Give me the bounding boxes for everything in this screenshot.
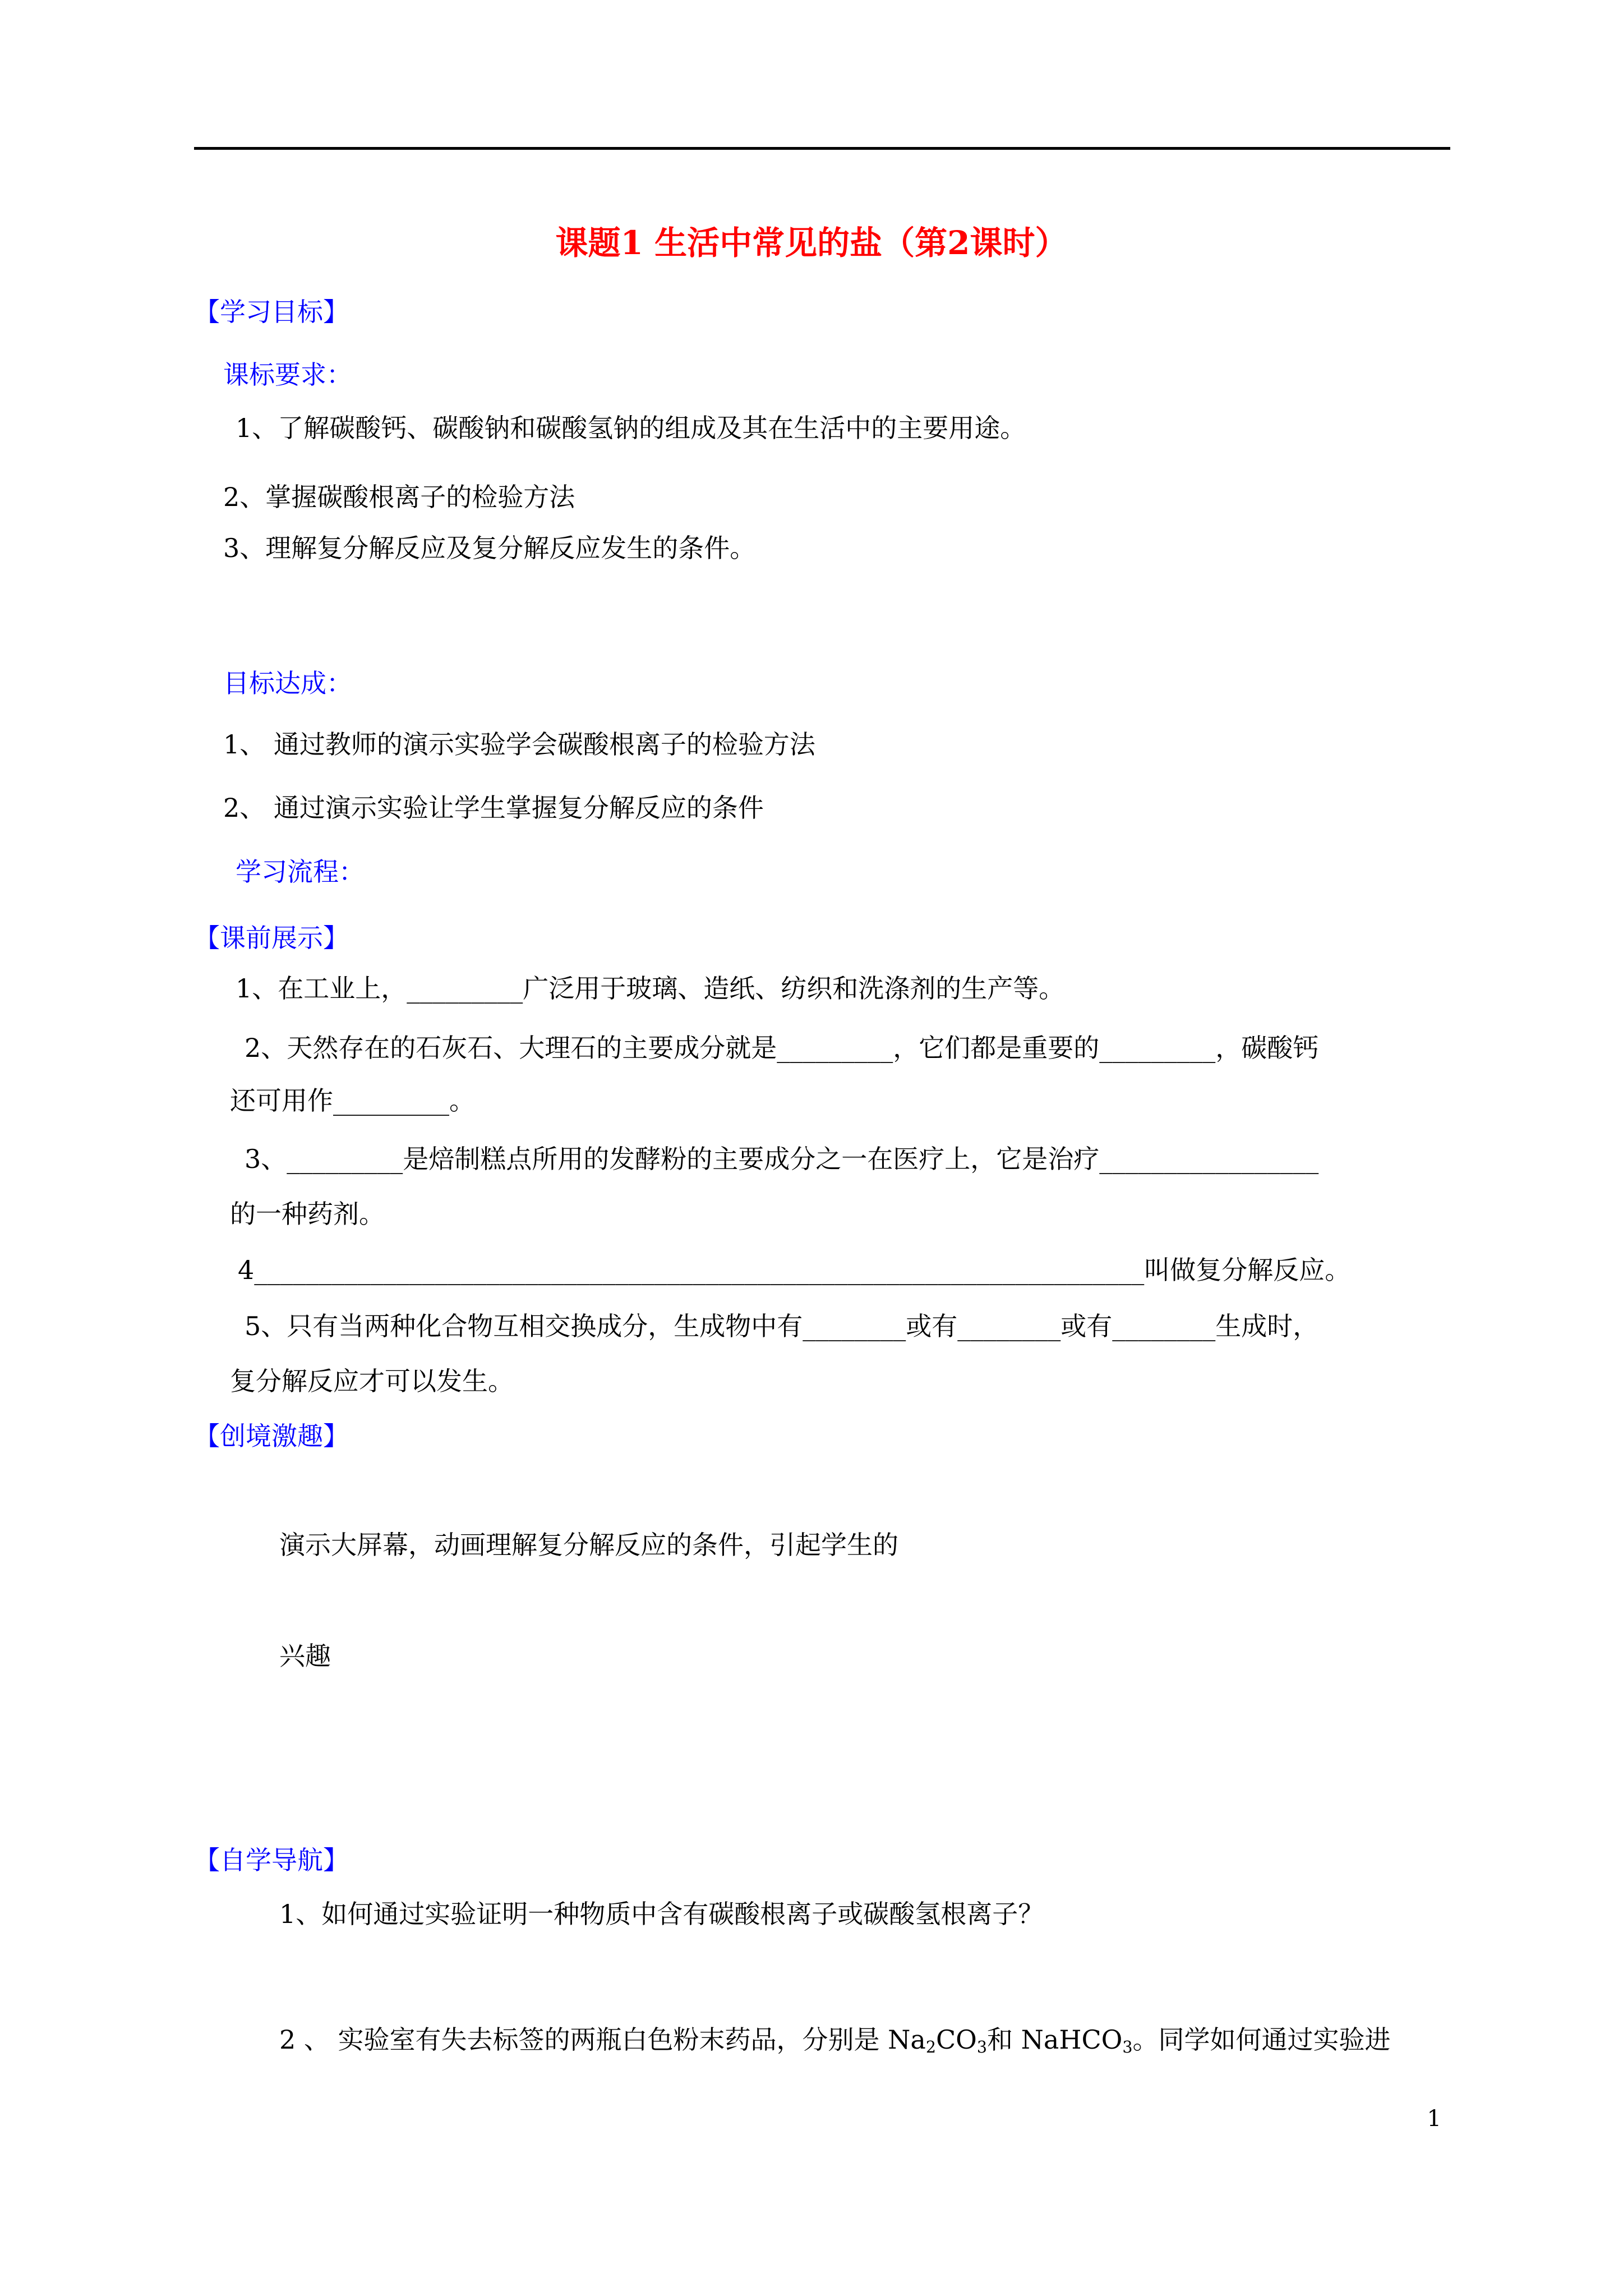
self-study-header: 【自学导航】 — [194, 1845, 349, 1875]
self-study-question — [279, 2023, 1391, 2064]
preview-line: 的一种药剂。 — [230, 1199, 385, 1229]
subscript: 3 — [1122, 2038, 1133, 2057]
curriculum-label: 课标要求： — [223, 360, 352, 390]
process-label: 学习流程： — [236, 857, 365, 887]
page-title: 课题1 生活中常见的盐（第2课时） — [555, 224, 1068, 262]
q2-text: CO — [935, 2024, 977, 2055]
preview-line: 还可用作_________。 — [230, 1085, 475, 1116]
subscript: 2 — [925, 2038, 936, 2057]
q2-text: 2 、 实验室有失去标签的两瓶白色粉末药品，分别是 Na — [279, 2024, 926, 2055]
preview-line: 4_____________________________________________________________________叫做复分解反应。 — [238, 1255, 1351, 1285]
preview-header: 【课前展示】 — [194, 923, 349, 953]
curriculum-item: 2、掌握碳酸根离子的检验方法 — [223, 482, 575, 512]
preview-line: 5、只有当两种化合物互相交换成分，生成物中有________或有________或有________生成时， — [245, 1311, 1319, 1341]
page-number: 1 — [1427, 2106, 1441, 2132]
curriculum-item: 3、理解复分解反应及复分解反应发生的条件。 — [223, 533, 756, 563]
scene-line: 演示大屏幕，动画理解复分解反应的条件，引起学生的 — [279, 1530, 898, 1560]
goals-label: 目标达成： — [223, 668, 352, 698]
self-study-question: 1、如何通过实验证明一种物质中含有碳酸根离子或碳酸氢根离子？ — [279, 1899, 1044, 1929]
q2-text: 和 NaHCO — [987, 2024, 1123, 2055]
preview-line: 3、_________是焙制糕点所用的发酵粉的主要成分之一在医疗上，它是治疗_________________ — [245, 1144, 1319, 1174]
preview-line: 复分解反应才可以发生。 — [230, 1366, 514, 1396]
preview-line: 1、在工业上，_________广泛用于玻璃、造纸、纺织和洗涤剂的生产等。 — [236, 973, 1065, 1004]
preview-line: 2、天然存在的石灰石、大理石的主要成分就是_________，它们都是重要的_________，碳酸钙 — [245, 1033, 1319, 1063]
scene-header: 【创境激趣】 — [194, 1421, 349, 1451]
goal-item: 2、 通过演示实验让学生掌握复分解反应的条件 — [223, 793, 764, 823]
objectives-header: 【学习目标】 — [194, 297, 349, 327]
goal-item: 1、 通过教师的演示实验学会碳酸根离子的检验方法 — [223, 729, 815, 760]
header-rule — [194, 147, 1450, 150]
scene-line: 兴趣 — [279, 1641, 331, 1671]
curriculum-item: 1、了解碳酸钙、碳酸钠和碳酸氢钠的组成及其在生活中的主要用途。 — [236, 413, 1026, 443]
subscript: 3 — [976, 2038, 988, 2057]
q2-text: 。同学如何通过实验进 — [1132, 2024, 1391, 2055]
